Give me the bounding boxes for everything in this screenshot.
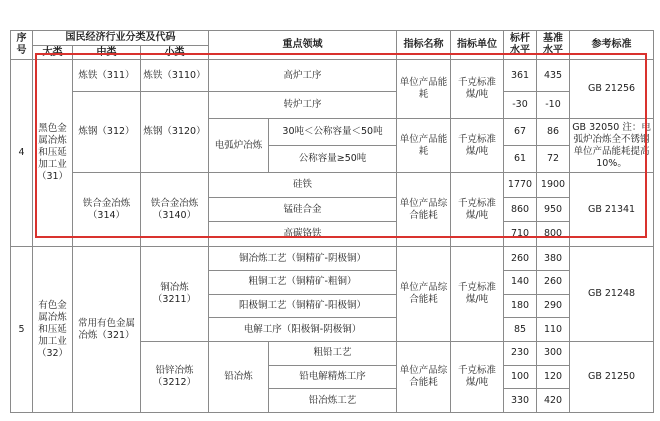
header-middle: 中类 <box>73 46 141 60</box>
table-row <box>11 60 654 92</box>
benchmark-cell: 180 <box>504 294 537 318</box>
indicator-total-3: 单位产品综合能耗 <box>397 341 451 412</box>
middle-nonferrous: 常用有色金属冶炼（321） <box>73 247 141 413</box>
header-row <box>11 31 654 46</box>
field-eaf-large: 公称容量≥50吨 <box>269 146 397 173</box>
energy-benchmark-table <box>10 30 654 413</box>
indicator-total-2: 单位产品综合能耗 <box>397 247 451 342</box>
benchmark-cell: 330 <box>504 389 537 413</box>
header-benchmark: 标杆水平 <box>504 31 537 60</box>
baseline-cell: 86 <box>537 119 570 146</box>
benchmark-cell: 140 <box>504 270 537 294</box>
indicator-energy-1: 单位产品能耗 <box>397 60 451 119</box>
seq-4: 4 <box>11 60 33 247</box>
field-copper-electro: 电解工序（阳极铜-阴极铜） <box>209 318 397 342</box>
indicator-total-1: 单位产品综合能耗 <box>397 173 451 247</box>
baseline-cell: 950 <box>537 197 570 222</box>
field-copper-anode: 阳极铜工艺（铜精矿-阳极铜） <box>209 294 397 318</box>
table-row <box>11 92 654 119</box>
header-minor: 小类 <box>141 46 209 60</box>
field-lead-refine: 铅电解精炼工序 <box>269 365 397 389</box>
minor-ferroalloy: 铁合金冶炼（3140） <box>141 173 209 247</box>
field-converter: 转炉工序 <box>209 92 397 119</box>
baseline-cell: 1900 <box>537 173 570 198</box>
baseline-cell: -10 <box>537 92 570 119</box>
benchmark-cell: 85 <box>504 318 537 342</box>
standard-gb21256: GB 21256 <box>570 60 654 119</box>
benchmark-cell: 230 <box>504 341 537 365</box>
header-baseline: 基准水平 <box>537 31 570 60</box>
minor-steel: 炼钢（3120） <box>141 92 209 173</box>
field-eaf: 电弧炉冶炼 <box>209 119 269 173</box>
seq-5: 5 <box>11 247 33 413</box>
field-hc-ferrochrome: 高碳铬铁 <box>209 222 397 247</box>
major-ferrous: 黑色金属冶炼和压延加工业（31） <box>33 60 73 247</box>
baseline-cell: 110 <box>537 318 570 342</box>
header-seq: 序号 <box>11 31 33 60</box>
header-field: 重点领域 <box>209 31 397 60</box>
field-copper-crude: 粗铜工艺（铜精矿-粗铜） <box>209 270 397 294</box>
baseline-cell: 290 <box>537 294 570 318</box>
indicator-energy-2: 单位产品能耗 <box>397 119 451 173</box>
middle-steel: 炼钢（312） <box>73 92 141 173</box>
baseline-cell: 435 <box>537 60 570 92</box>
middle-ferroalloy: 铁合金冶炼（314） <box>73 173 141 247</box>
benchmark-cell: 710 <box>504 222 537 247</box>
minor-lead-zinc: 铅锌冶炼（3212） <box>141 341 209 412</box>
benchmark-cell: -30 <box>504 92 537 119</box>
field-silicon-manganese: 锰硅合金 <box>209 197 397 222</box>
field-crude-lead: 粗铅工艺 <box>269 341 397 365</box>
unit-5: 千克标准煤/吨 <box>451 341 504 412</box>
middle-iron: 炼铁（311） <box>73 60 141 92</box>
table-row <box>11 247 654 271</box>
benchmark-cell: 361 <box>504 60 537 92</box>
field-eaf-small: 30吨＜公称容量＜50吨 <box>269 119 397 146</box>
unit-4: 千克标准煤/吨 <box>451 247 504 342</box>
baseline-cell: 380 <box>537 247 570 271</box>
header-major: 大类 <box>33 46 73 60</box>
header-standard: 参考标准 <box>570 31 654 60</box>
benchmark-cell: 67 <box>504 119 537 146</box>
unit-2: 千克标准煤/吨 <box>451 119 504 173</box>
header-industry: 国民经济行业分类及代码 <box>33 31 209 46</box>
benchmark-cell: 1770 <box>504 173 537 198</box>
benchmark-cell: 260 <box>504 247 537 271</box>
baseline-cell: 800 <box>537 222 570 247</box>
benchmark-cell: 100 <box>504 365 537 389</box>
minor-iron: 炼铁（3110） <box>141 60 209 92</box>
field-silicon-iron: 硅铁 <box>209 173 397 198</box>
standard-gb21250: GB 21250 <box>570 341 654 412</box>
standard-gb32050: GB 32050 注：电弧炉冶炼全不锈钢单位产品能耗提高10%。 <box>570 119 654 173</box>
field-lead-process: 铅冶炼工艺 <box>269 389 397 413</box>
baseline-cell: 300 <box>537 341 570 365</box>
baseline-cell: 72 <box>537 146 570 173</box>
baseline-cell: 260 <box>537 270 570 294</box>
baseline-cell: 420 <box>537 389 570 413</box>
unit-3: 千克标准煤/吨 <box>451 173 504 247</box>
benchmark-cell: 61 <box>504 146 537 173</box>
minor-copper: 铜冶炼（3211） <box>141 247 209 342</box>
header-indicator: 指标名称 <box>397 31 451 60</box>
field-blast-furnace: 高炉工序 <box>209 60 397 92</box>
benchmark-cell: 860 <box>504 197 537 222</box>
field-copper-smelt: 铜冶炼工艺（铜精矿-阴极铜） <box>209 247 397 271</box>
standard-gb21248: GB 21248 <box>570 247 654 342</box>
unit-1: 千克标准煤/吨 <box>451 60 504 119</box>
major-nonferrous: 有色金属冶炼和压延加工业（32） <box>33 247 73 413</box>
baseline-cell: 120 <box>537 365 570 389</box>
header-unit: 指标单位 <box>451 31 504 60</box>
table-row <box>11 173 654 198</box>
standard-gb21341: GB 21341 <box>570 173 654 247</box>
field-lead-smelt: 铅冶炼 <box>209 341 269 412</box>
